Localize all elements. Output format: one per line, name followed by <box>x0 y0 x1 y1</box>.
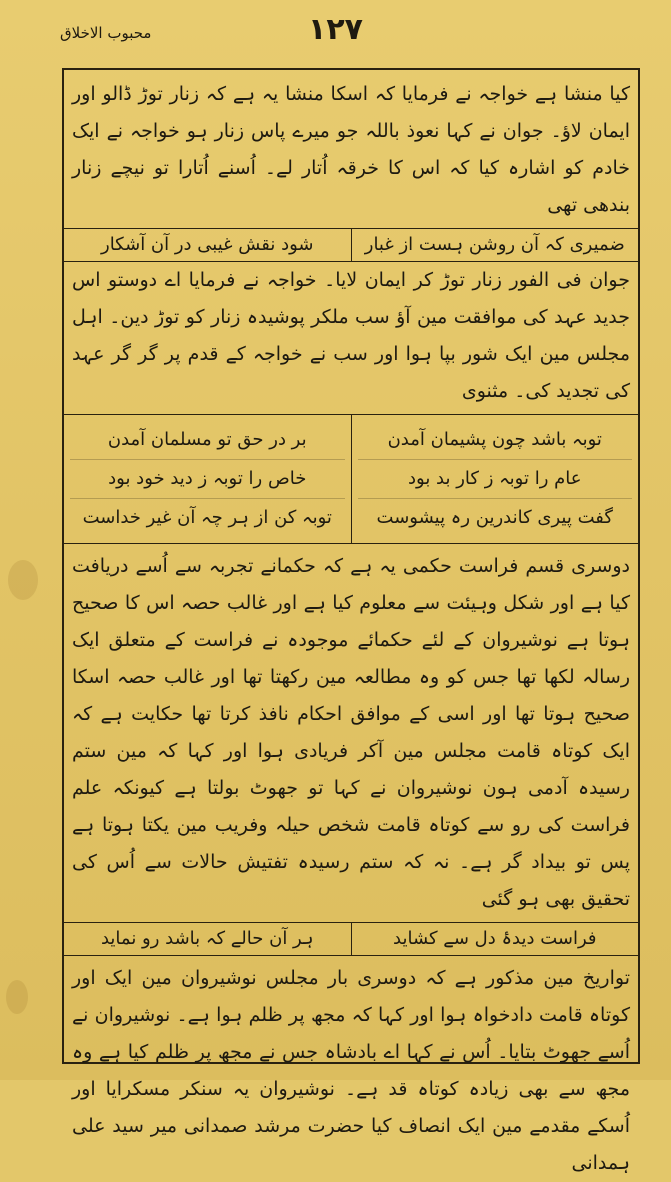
paragraph-4: تواریخ مین مذکور ہے کہ دوسری بار مجلس نوشیروان مین ایک اور کوتاہ قامت دادخواہ ہوا اور کہا کہ مجھ پر ظلم ہوا ہے۔ نوشیروان نے اُسے جھوٹ بتایا۔ اُس نے کہا اے بادشاہ جس نے مجھ پر ظلم کیا ہے وہ مجھ سے بھی زیادہ کوتاہ قد ہے۔ نوشیروان یہ سنکر مسکرایا اور اُسکے مقدمے مین ایک انصاف کیا حضرت مرشد صمدانی میر سید علی ہمدانی <box>72 967 630 1174</box>
masnavi-line: عام را توبہ ز کار بد بود <box>358 460 633 499</box>
paragraph-1: کیا منشا ہے خواجہ نے فرمایا کہ اسکا منشا یہ ہے کہ زنار توڑ ڈالو اور ایمان لاؤ۔ جوان نے کہا نعوذ باللہ جو میرے پاس زنار ہو خواجہ نے ایک خادم کو اشارہ کیا کہ اس کا خرقہ اُتار لے۔ اُسنے اُتارا تو نیچے زنار بندھی تھی <box>72 83 630 216</box>
verse-couplet-2 <box>64 922 638 956</box>
page-number: ۱۲۷ <box>308 12 363 47</box>
paragraph-3: دوسری قسم فراست حکمی یہ ہے کہ حکمانے تجربہ سے اُسے دریافت کیا ہے اور شکل وہیئت سے معلوم کیا ہے اور غالب حصہ اس کا صحیح ہوتا ہے نوشیروان کے لئے حکمائے موجودہ نے فراست کے متعلق ایک رسالہ لکھا تھا جس کو وہ مطالعہ مین رکھتا تھا اور غالب حصہ اسکا صحیح ہوتا تھا اور اسی کے موافق احکام نافذ کرتا تھا حکایت ہے کہ ایک کوتاہ قامت مجلس مین آکر فریادی ہوا اور کہا کہ مین ستم رسیدہ آدمی ہون نوشیروان نے کہا تو جھوٹ بولتا ہے کیونکہ علم فراست کی رو سے کوتاہ قامت شخص حیلہ وفریب مین یکتا ہوتا ہے پس تو بیداد گر ہے۔ نہ کہ ستم رسیدہ تفتیش حالات سے اُس کی تحقیق بھی ہو گئی <box>72 555 630 910</box>
paper-stain <box>8 560 38 600</box>
masnavi-line: بر در حق تو مسلمان آمدن <box>70 421 345 460</box>
masnavi-line: توبہ باشد چون پشیمان آمدن <box>358 421 633 460</box>
masnavi-line: خاص را توبہ ز دید خود بود <box>70 460 345 499</box>
masnavi-line: گفت پیری کاندرین رہ پیشوست <box>376 507 613 528</box>
paragraph-2: جوان فی الفور زنار توڑ کر ایمان لایا۔ خواجہ نے فرمایا اے دوستو اس جدید عہد کی موافقت مین آؤ سب ملکر پوشیدہ زنار کو توڑ دین۔ اہل مجلس مین ایک شور بپا ہوا اور سب نے خواجہ کے قدم پر گر گر عہد کی تجدید کی۔ مثنوی <box>72 269 630 402</box>
masnavi-line: توبہ کن از ہر چہ آن غیر خداست <box>82 507 332 528</box>
masnavi-block <box>64 415 638 543</box>
page-header <box>40 8 631 52</box>
verse-2-second-hemistich: ہر آن حالے کہ باشد رو نماید <box>64 923 352 955</box>
verse-1-first-hemistich: ضمیری کہ آن روشن ہست از غبار <box>364 234 625 255</box>
paper-stain <box>6 980 28 1014</box>
masnavi-left-column <box>64 415 352 543</box>
verse-1-second-hemistich: شود نقش غیبی در آن آشکار <box>64 229 352 261</box>
masnavi-right-column <box>352 415 639 543</box>
book-title: محبوب الاخلاق <box>60 24 152 42</box>
verse-couplet-1 <box>64 228 638 262</box>
verse-2-first-hemistich: فراست دیدۂ دل سے کشاید <box>393 928 597 949</box>
text-frame <box>62 68 640 1174</box>
